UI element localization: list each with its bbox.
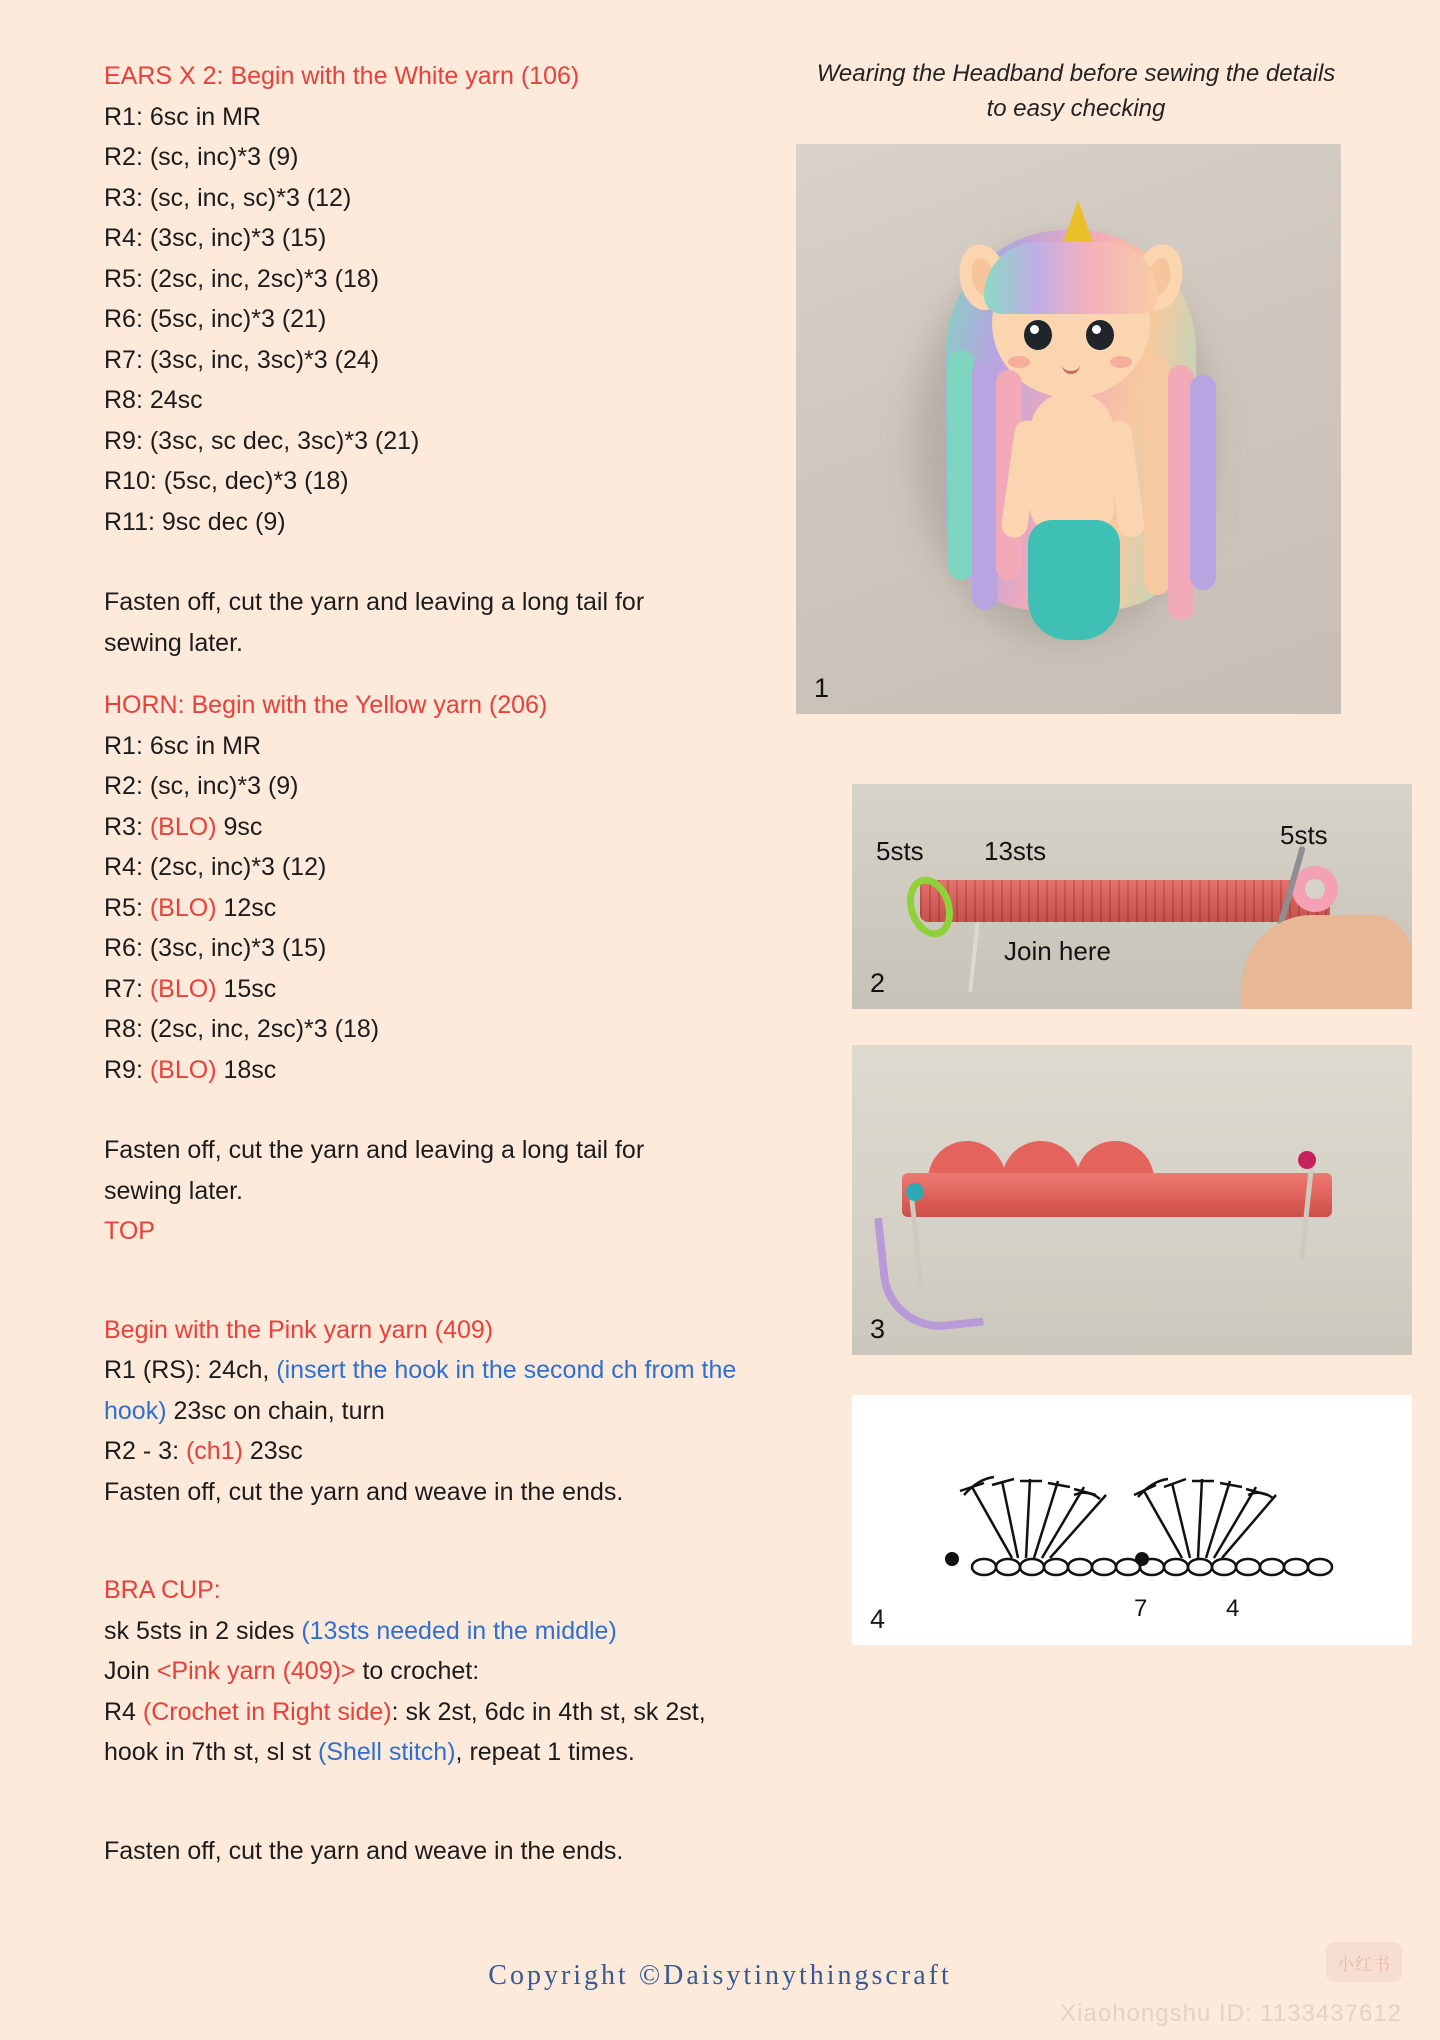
doll-cheek-right (1110, 356, 1132, 368)
slip-stitch-dot (945, 1552, 959, 1566)
bra-cup-line-2 (104, 1651, 784, 1692)
ears-row: R3: (sc, inc, sc)*3 (12) (104, 183, 352, 212)
spacer (104, 542, 784, 582)
spacer (104, 1512, 784, 1570)
horn-row-rest: 12sc (216, 893, 277, 922)
bra-cup-line-1 (104, 1611, 784, 1652)
doll-eye-left (1024, 320, 1052, 350)
figures-caption: Wearing the Headband before sewing the details to easy checking (816, 60, 1336, 122)
chain-row (972, 1559, 1332, 1575)
ears-row: R11: 9sc dec (9) (104, 507, 286, 536)
label-left-5sts: 5sts (876, 836, 924, 866)
watermark-id: Xiaohongshu ID: 1133437612 (1060, 2000, 1402, 2027)
label-right-5sts: 5sts (1280, 820, 1328, 850)
figures-column (796, 56, 1356, 1645)
horn-row-rest: (2sc, inc)*3 (12) (149, 853, 327, 881)
doll-illustration (904, 170, 1234, 690)
horn-row-label: R4: (104, 853, 150, 881)
horn-row (104, 726, 784, 767)
bra-cup-line-2-b: to crochet: (355, 1657, 480, 1685)
yarn-tail (874, 1208, 984, 1336)
ears-row: R2: (sc, inc)*3 (9) (104, 143, 299, 171)
figure-headband-strip (852, 784, 1412, 1009)
headband-r1-b: 23sc on chain, turn (166, 1396, 385, 1425)
label-join-here: Join here (1004, 936, 1111, 966)
horn-row-rest: (3sc, inc)*3 (15) (149, 934, 327, 962)
headband-r2-a: R2 - 3: (104, 1437, 186, 1465)
horn-row-blo: (BLO) (149, 1055, 217, 1084)
horn-row-label: R1: (104, 731, 150, 760)
horn-row-rest: 18sc (216, 1055, 277, 1084)
horn-row-label: R8: (104, 1015, 150, 1043)
bra-cup-note: Fasten off, cut the yarn and weave in the ends. (104, 1836, 624, 1865)
figure-number: 4 (870, 1604, 886, 1634)
doll-eye-right (1086, 320, 1114, 350)
ears-row: R10: (5sc, dec)*3 (18) (104, 467, 349, 495)
horn-row-label: R7: (104, 974, 150, 1003)
figure-doll-photo (796, 144, 1341, 714)
horn-row-label: R5: (104, 893, 150, 922)
ears-row: R4: (3sc, inc)*3 (15) (104, 224, 327, 252)
doll-headband (984, 242, 1158, 314)
headband-note: Fasten off, cut the yarn and weave in the ends. (104, 1477, 624, 1506)
bra-cup-line-3-c: , repeat 1 times. (455, 1738, 635, 1766)
ears-fasten-off-note: Fasten off, cut the yarn and leaving a long tail for sewing later. (104, 588, 652, 657)
horn-row (104, 1050, 784, 1091)
top-label: TOP (104, 1217, 155, 1245)
doll-hair-strand (1190, 375, 1216, 590)
headband-r1 (104, 1350, 784, 1431)
headband-strip (920, 880, 1330, 922)
bra-cup-shell-hint: (Shell stitch) (318, 1738, 456, 1766)
horn-row (104, 807, 784, 848)
figure-number: 1 (814, 673, 830, 703)
horn-row-label: R3: (104, 812, 150, 841)
horn-row-blo: (BLO) (149, 812, 217, 841)
horn-heading: HORN: Begin with the Yellow yarn (206) (104, 691, 548, 719)
spacer (104, 1252, 784, 1310)
horn-row-label: R2: (104, 772, 150, 800)
stitch-marker-pink (1292, 866, 1338, 912)
instructions-column (104, 56, 784, 1871)
horn-row (104, 888, 784, 929)
bra-cup-line-3-a: R4 (104, 1697, 143, 1726)
spacer (796, 1009, 1356, 1045)
footer (0, 1960, 1440, 1992)
pin-head-magenta (1298, 1151, 1316, 1169)
bra-cup-heading: BRA CUP: (104, 1576, 221, 1604)
headband-heading: Begin with the Pink yarn yarn (409) (104, 1315, 494, 1344)
horn-row-rest: 6sc in MR (149, 731, 261, 760)
horn-row-label: R9: (104, 1055, 150, 1084)
ears-row: R1: 6sc in MR (104, 102, 261, 131)
shell-fan-right (1134, 1479, 1276, 1558)
headband-r2-ch1: (ch1) (185, 1437, 243, 1465)
bra-cup-line-1-hint: (13sts needed in the middle) (301, 1616, 617, 1645)
figure-number: 3 (870, 1314, 886, 1344)
headband-r2-b: 23sc (242, 1437, 303, 1465)
ears-row: R8: 24sc (104, 386, 203, 414)
spacer (104, 1090, 784, 1130)
pin-head-teal (906, 1183, 924, 1201)
ears-row: R5: (2sc, inc, 2sc)*3 (18) (104, 264, 380, 293)
ears-heading: EARS X 2: Begin with the White yarn (106) (104, 62, 580, 90)
figure-shell-edging (852, 1045, 1412, 1355)
copyright-text: Copyright ©Daisytinythingscraft (488, 1960, 952, 1991)
ears-row: R9: (3sc, sc dec, 3sc)*3 (21) (104, 426, 420, 455)
chart-number-4: 4 (1226, 1595, 1240, 1622)
spacer (796, 1355, 1356, 1395)
horn-row-rest: (sc, inc)*3 (9) (149, 772, 299, 800)
bra-cup-line-3-b: : sk 2st, 6dc in 4th st, sk 2st, hook in 7th st, sl st (104, 1697, 713, 1766)
horn-row (104, 847, 784, 888)
horn-row-label: R6: (104, 934, 150, 962)
horn-row-blo: (BLO) (149, 893, 217, 922)
shell-fan-left (960, 1477, 1106, 1558)
hand (1242, 915, 1412, 1009)
horn-row (104, 928, 784, 969)
horn-row-rest: 9sc (216, 812, 263, 841)
headband-r2 (104, 1431, 784, 1472)
ears-row: R7: (3sc, inc, 3sc)*3 (24) (104, 345, 380, 374)
figure-stitch-chart (852, 1395, 1412, 1645)
headband-r1-a: R1 (RS): 24ch, (104, 1356, 277, 1384)
bra-cup-yarn: <Pink yarn (409)> (156, 1657, 356, 1685)
doll-body (1030, 392, 1114, 532)
doll-hair-strand (972, 360, 998, 610)
doll-hair-strand (948, 350, 974, 580)
stitch-chart-svg (852, 1395, 1412, 1645)
xiaohongshu-badge: 小红书 (1326, 1942, 1402, 1982)
doll-hair-strand (1144, 355, 1170, 595)
ears-row: R6: (5sc, inc)*3 (21) (104, 305, 327, 333)
bra-cup-side-hint: (Crochet in Right side) (142, 1697, 392, 1726)
doll-tail (1028, 520, 1120, 640)
spacer (104, 663, 784, 685)
headband-r1-hint: (insert the hook in the second ch from the hook) (104, 1356, 744, 1425)
spacer (104, 1773, 784, 1831)
horn-row (104, 1009, 784, 1050)
slip-stitch-dot (1135, 1552, 1149, 1566)
bra-cup-line-1-a: sk 5sts in 2 sides (104, 1616, 302, 1645)
doll-cheek-left (1008, 356, 1030, 368)
yarn-tail (968, 920, 980, 992)
bra-cup-line-3 (104, 1692, 744, 1773)
horn-row-rest: 15sc (216, 974, 277, 1003)
spacer (796, 714, 1356, 784)
horn-row-rest: (2sc, inc, 2sc)*3 (18) (149, 1015, 380, 1043)
figure-number: 2 (870, 968, 886, 998)
horn-row-blo: (BLO) (149, 974, 217, 1003)
bra-cup-line-2-a: Join (104, 1657, 157, 1685)
horn-fasten-off-note: Fasten off, cut the yarn and leaving a long tail for sewing later. (104, 1136, 652, 1205)
chart-number-7: 7 (1134, 1595, 1148, 1622)
label-13sts: 13sts (984, 836, 1047, 866)
horn-row (104, 969, 784, 1010)
horn-row (104, 766, 784, 807)
